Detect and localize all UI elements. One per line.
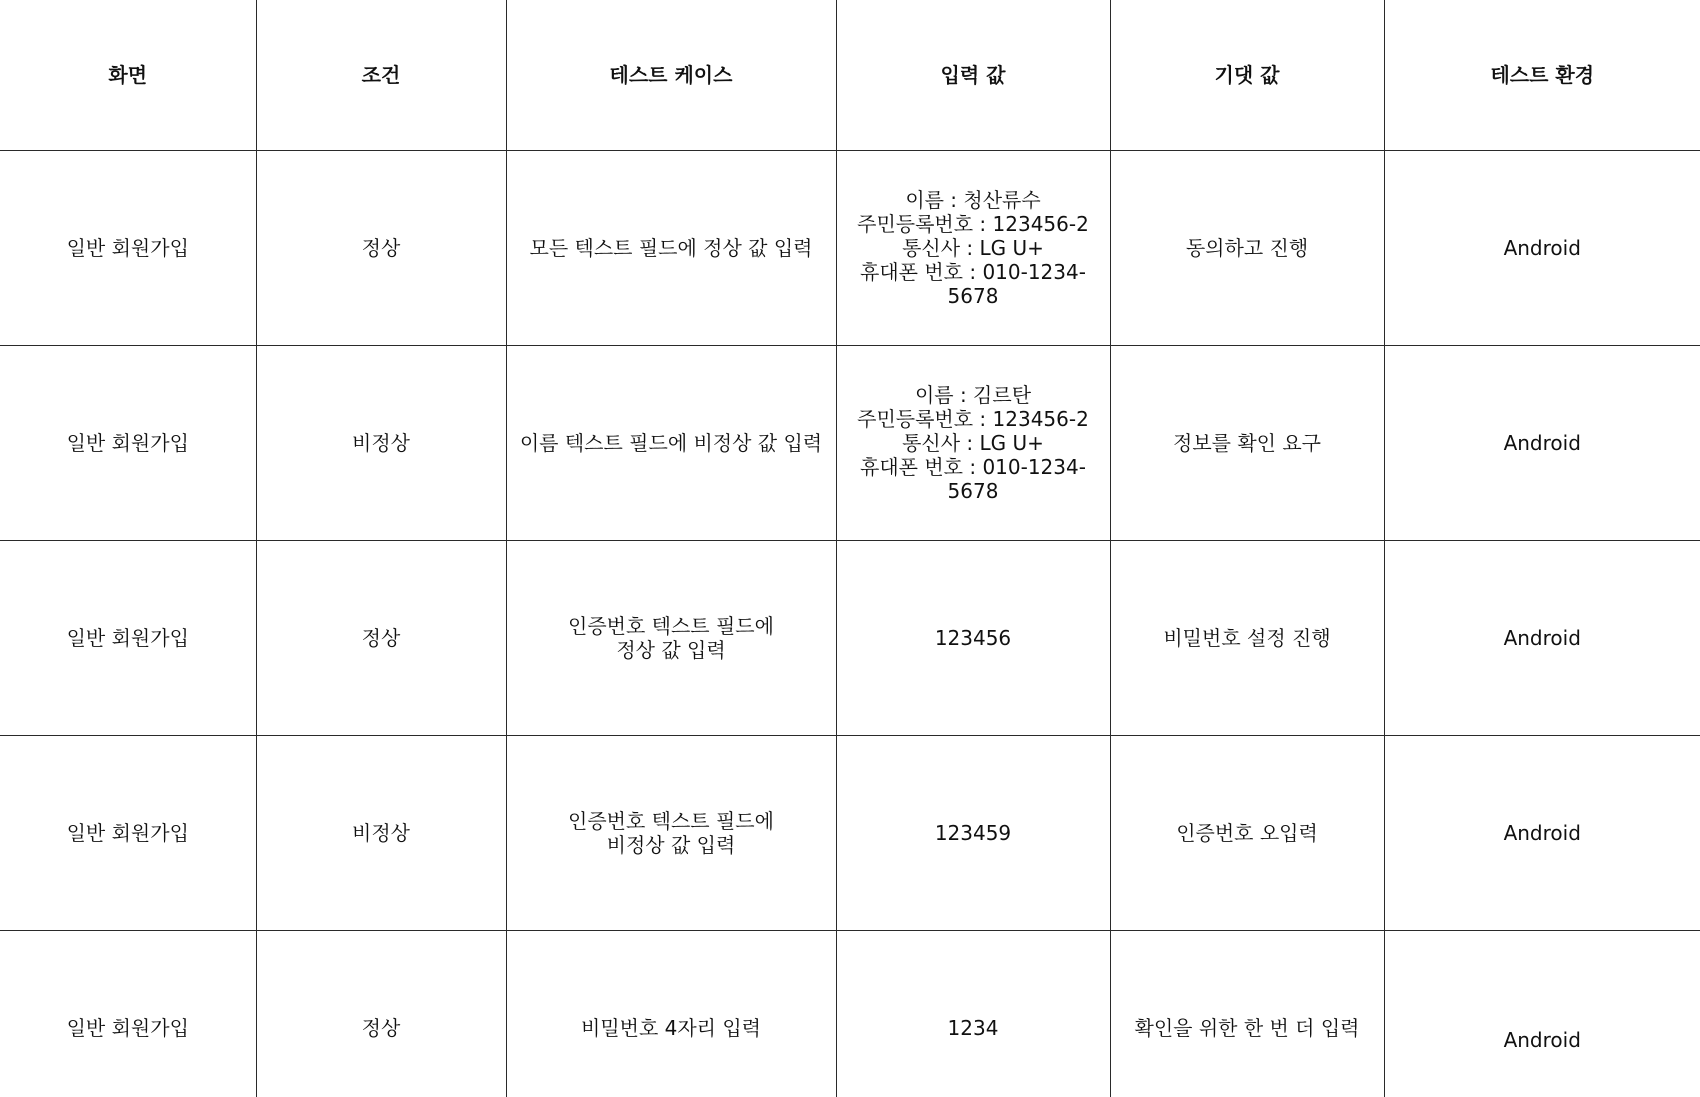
- table-row: [0, 931, 1700, 1097]
- cell-screen: 일반 회원가입: [0, 541, 256, 736]
- cell-environment: Android: [1384, 541, 1700, 736]
- header-condition: 조건: [256, 0, 506, 151]
- cell-expected: 동의하고 진행: [1110, 151, 1384, 346]
- cell-environment: Android: [1384, 151, 1700, 346]
- cell-input: 123456: [836, 541, 1110, 736]
- cell-environment: Android: [1384, 931, 1700, 1097]
- cell-expected: 인증번호 오입력: [1110, 736, 1384, 931]
- table-row: [0, 151, 1700, 346]
- header-test-case: 테스트 케이스: [506, 0, 836, 151]
- header-expected: 기댓 값: [1110, 0, 1384, 151]
- table-row: [0, 541, 1700, 736]
- cell-test-case: 인증번호 텍스트 필드에 정상 값 입력: [506, 541, 836, 736]
- cell-condition: 비정상: [256, 736, 506, 931]
- cell-environment: Android: [1384, 346, 1700, 541]
- cell-test-case: 비밀번호 4자리 입력: [506, 931, 836, 1097]
- cell-screen: 일반 회원가입: [0, 931, 256, 1097]
- cell-expected: 확인을 위한 한 번 더 입력: [1110, 931, 1384, 1097]
- table-row: [0, 346, 1700, 541]
- cell-input: 이름 : 청산류수 주민등록번호 : 123456-2 통신사 : LG U+ 휴대폰 번호 : 010-1234-5678: [836, 151, 1110, 346]
- cell-condition: 정상: [256, 151, 506, 346]
- cell-condition: 정상: [256, 541, 506, 736]
- cell-expected: 비밀번호 설정 진행: [1110, 541, 1384, 736]
- cell-screen: 일반 회원가입: [0, 346, 256, 541]
- cell-input: 이름 : 김르탄 주민등록번호 : 123456-2 통신사 : LG U+ 휴대폰 번호 : 010-1234-5678: [836, 346, 1110, 541]
- cell-screen: 일반 회원가입: [0, 736, 256, 931]
- header-screen: 화면: [0, 0, 256, 151]
- cell-screen: 일반 회원가입: [0, 151, 256, 346]
- table-row: [0, 736, 1700, 931]
- cell-test-case: 이름 텍스트 필드에 비정상 값 입력: [506, 346, 836, 541]
- cell-environment: Android: [1384, 736, 1700, 931]
- cell-input: 1234: [836, 931, 1110, 1097]
- cell-test-case: 모든 텍스트 필드에 정상 값 입력: [506, 151, 836, 346]
- cell-test-case: 인증번호 텍스트 필드에 비정상 값 입력: [506, 736, 836, 931]
- cell-condition: 비정상: [256, 346, 506, 541]
- cell-input: 123459: [836, 736, 1110, 931]
- cell-condition: 정상: [256, 931, 506, 1097]
- header-environment: 테스트 환경: [1384, 0, 1700, 151]
- header-input: 입력 값: [836, 0, 1110, 151]
- cell-expected: 정보를 확인 요구: [1110, 346, 1384, 541]
- header-row: [0, 0, 1700, 151]
